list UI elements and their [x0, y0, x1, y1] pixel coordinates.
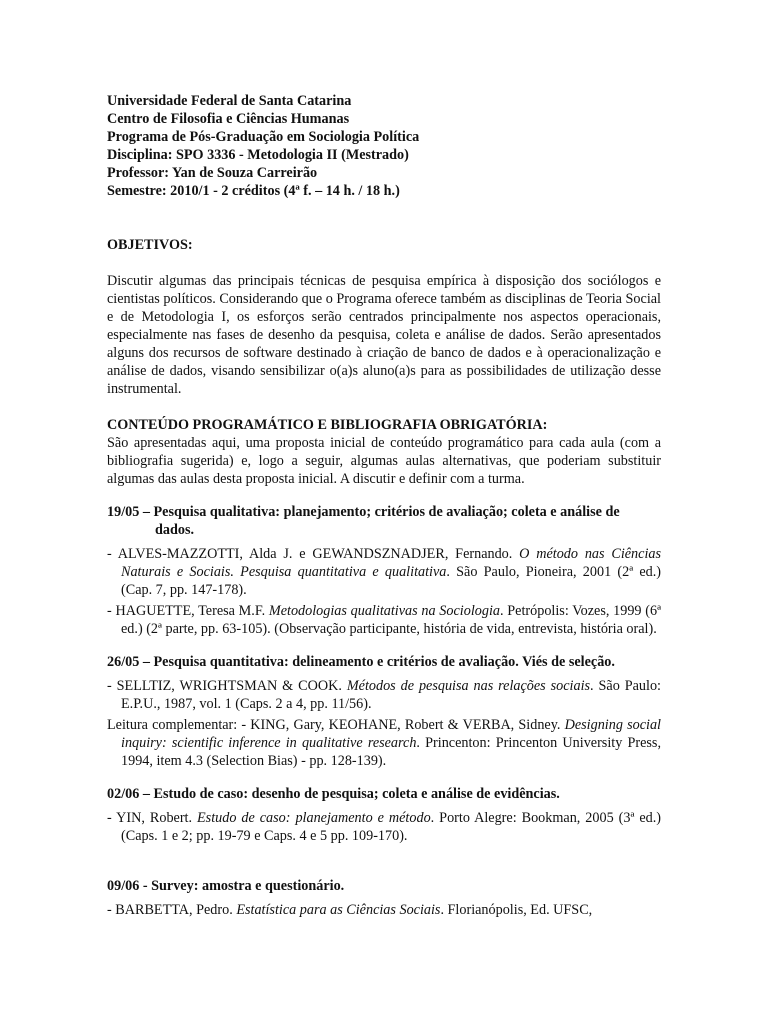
lesson-title: 19/05 – Pesquisa qualitativa: planejamento; critérios de avaliação; coleta e análise de	[107, 504, 620, 520]
reference-details: . São Paulo, Pioneira, 2001 (2ª ed.) (Cap. 7, pp. 147-178).	[121, 564, 661, 598]
reference-details: . Princenton: Princenton University Press, 1994, item 4.3 (Selection Bias) - pp. 128-139).	[121, 735, 661, 769]
lesson-heading-0206	[107, 785, 661, 803]
university-name: Universidade Federal de Santa Catarina	[107, 93, 352, 109]
document-body	[107, 236, 661, 922]
lesson-title: 02/06 – Estudo de caso: desenho de pesquisa; coleta e análise de evidências.	[107, 786, 560, 802]
reference-item	[107, 901, 661, 919]
document-header	[107, 92, 419, 200]
reference-authors: - ALVES-MAZZOTTI, Alda J. e GEWANDSZNADJER, Fernando.	[107, 546, 520, 562]
reference-details: . Florianópolis, Ed. UFSC,	[440, 902, 593, 918]
syllabus-heading: CONTEÚDO PROGRAMÁTICO E BIBLIOGRAFIA OBRIGATÓRIA:	[107, 417, 548, 433]
reference-item	[107, 602, 661, 638]
reference-authors: Leitura complementar: - KING, Gary, KEOHANE, Robert & VERBA, Sidney.	[107, 717, 565, 733]
reference-work-title: Métodos de pesquisa nas relações sociais	[346, 678, 591, 694]
spacer	[107, 848, 661, 862]
professor-name: Professor: Yan de Souza Carreirão	[107, 165, 318, 181]
lesson-title-continuation: dados.	[155, 522, 195, 538]
reference-item	[107, 716, 661, 770]
reference-item	[107, 809, 661, 845]
reference-details: . Porto Alegre: Bookman, 2005 (3ª ed.) (Caps. 1 e 2; pp. 19-79 e Caps. 4 e 5 pp. 109-170).	[121, 810, 661, 844]
reference-authors: - BARBETTA, Pedro.	[107, 902, 237, 918]
program-name: Programa de Pós-Graduação em Sociologia Política	[107, 129, 420, 145]
lesson-heading-2605	[107, 653, 661, 671]
reference-item	[107, 545, 661, 599]
reference-details: . São Paulo: E.P.U., 1987, vol. 1 (Caps. 2 a 4, pp. 11/56).	[121, 678, 661, 712]
course-name: Disciplina: SPO 3336 - Metodologia II (Mestrado)	[107, 147, 409, 163]
lesson-title: 09/06 - Survey: amostra e questionário.	[107, 878, 345, 894]
lesson-title: 26/05 – Pesquisa quantitativa: delineamento e critérios de avaliação. Viés de seleção.	[107, 654, 615, 670]
reference-item	[107, 677, 661, 713]
semester-info: Semestre: 2010/1 - 2 créditos (4ª f. – 14 h. / 18 h.)	[107, 183, 400, 199]
objectives-heading: OBJETIVOS:	[107, 237, 193, 253]
reference-work-title: Designing social inquiry: scientific inference in qualitative research	[121, 717, 661, 751]
reference-work-title: Estudo de caso: planejamento e método	[197, 810, 431, 826]
reference-work-title: O método nas Ciências Naturais e Sociais. Pesquisa quantitativa e qualitativa	[121, 546, 662, 580]
objectives-text: Discutir algumas das principais técnicas de pesquisa empírica à disposição dos sociólogos e cientistas políticos. Considerando que o Programa oferece também as disciplinas de Teoria Social e de Metodologia I, os esforços serão centrados principalmente nos aspectos operacionais, especialmente nas fases de desenho da pesquisa, coleta e análise de dados. Serão apresentados alguns dos recursos de software destinado à criação de banco de dados e à operacionalização e análise de dados, visando sensibilizar o(a)s aluno(a)s para as possibilidades de utilização desse instrumental.	[107, 273, 661, 397]
lesson-heading-1905	[107, 503, 661, 539]
reference-authors: - YIN, Robert.	[107, 810, 198, 826]
reference-work-title: Metodologias qualitativas na Sociologia	[268, 603, 500, 619]
syllabus-intro: São apresentadas aqui, uma proposta inicial de conteúdo programático para cada aula (com a bibliografia sugerida) e, logo a seguir, algumas aulas alternativas, que poderiam substituir algumas das aulas desta proposta inicial. A discutir e definir com a turma.	[107, 435, 661, 487]
reference-authors: - HAGUETTE, Teresa M.F.	[107, 603, 269, 619]
reference-authors: - SELLTIZ, WRIGHTSMAN & COOK.	[107, 678, 347, 694]
center-name: Centro de Filosofia e Ciências Humanas	[107, 111, 350, 127]
lesson-heading-0906	[107, 877, 661, 895]
reference-details: . Petrópolis: Vozes, 1999 (6ª ed.) (2ª parte, pp. 63-105). (Observação participante, história de vida, entrevista, história oral).	[121, 603, 661, 637]
reference-work-title: Estatística para as Ciências Sociais	[236, 902, 441, 918]
